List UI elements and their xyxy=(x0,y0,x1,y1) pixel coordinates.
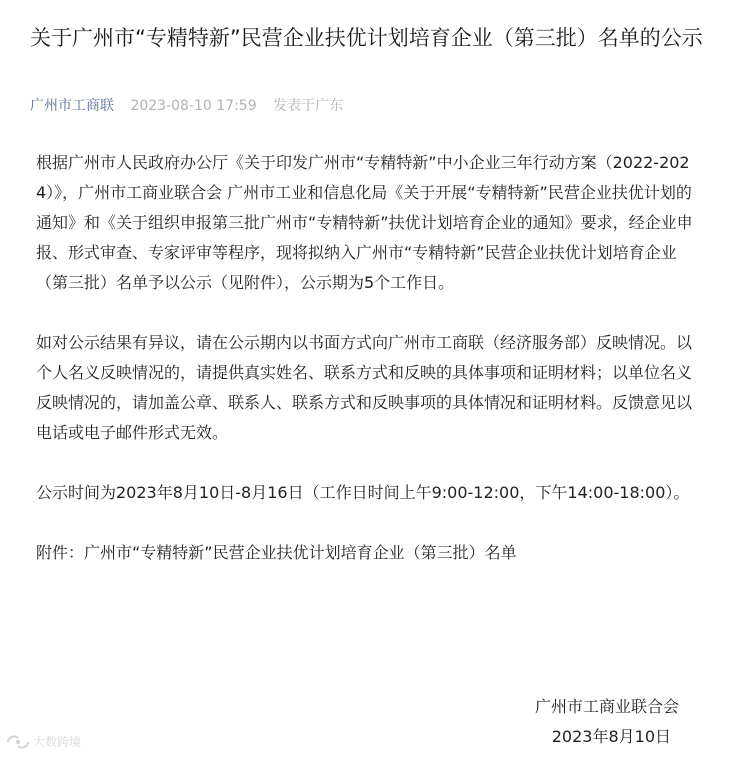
article-body xyxy=(36,148,704,598)
article-title: 关于广州市“专精特新”民营企业扶优计划培育企业（第三批）名单的公示 xyxy=(30,26,703,50)
paragraph-period: 公示时间为2023年8月10日-8月16日（工作日时间上午9:00-12:00，下午14:00-18:00）。 xyxy=(36,483,690,502)
brand-logo-icon xyxy=(6,734,30,750)
article-meta xyxy=(30,96,343,116)
signature-date: 2023年8月10日 xyxy=(551,727,671,746)
publish-location: 发表于广东 xyxy=(273,98,344,114)
publish-datetime: 2023-08-10 17:59 xyxy=(130,98,257,114)
paragraph-basis: 根据广州市人民政府办公厅《关于印发广州市“专精特新”中小企业三年行动方案（2022-2024）》，广州市工商业联合会 广州市工业和信息化局《关于开展“专精特新”民营企业扶优计划的通知》和《关于组织申报第三批广州市“专精特新”扶优计划培育企业的通知》要求，经企业申报、形式审查、专家评审等程序，现将拟纳入广州市“专精特新”民营企业扶优计划培育企业（第三批）名单予以公示（见附件），公示期为5个工作日。 xyxy=(36,153,693,292)
author-link[interactable]: 广州市工商联 xyxy=(30,98,114,114)
paragraph-objection: 如对公示结果有异议，请在公示期内以书面方式向广州市工商联（经济服务部）反映情况。以个人名义反映情况的，请提供真实姓名、联系方式和反映的具体事项和证明材料；以单位名义反映情况的，请加盖公章、联系人、联系方式和反映事项的具体情况和证明材料。反馈意见以电话或电子邮件形式无效。 xyxy=(36,333,693,442)
signature-org: 广州市工商业联合会 xyxy=(534,697,679,716)
paragraph-attachment[interactable]: 附件：广州市“专精特新”民营企业扶优计划培育企业（第三批）名单 xyxy=(36,543,517,562)
watermark-text: 大数跨境 xyxy=(33,735,82,749)
signature-block xyxy=(535,692,679,752)
watermark xyxy=(6,734,81,750)
